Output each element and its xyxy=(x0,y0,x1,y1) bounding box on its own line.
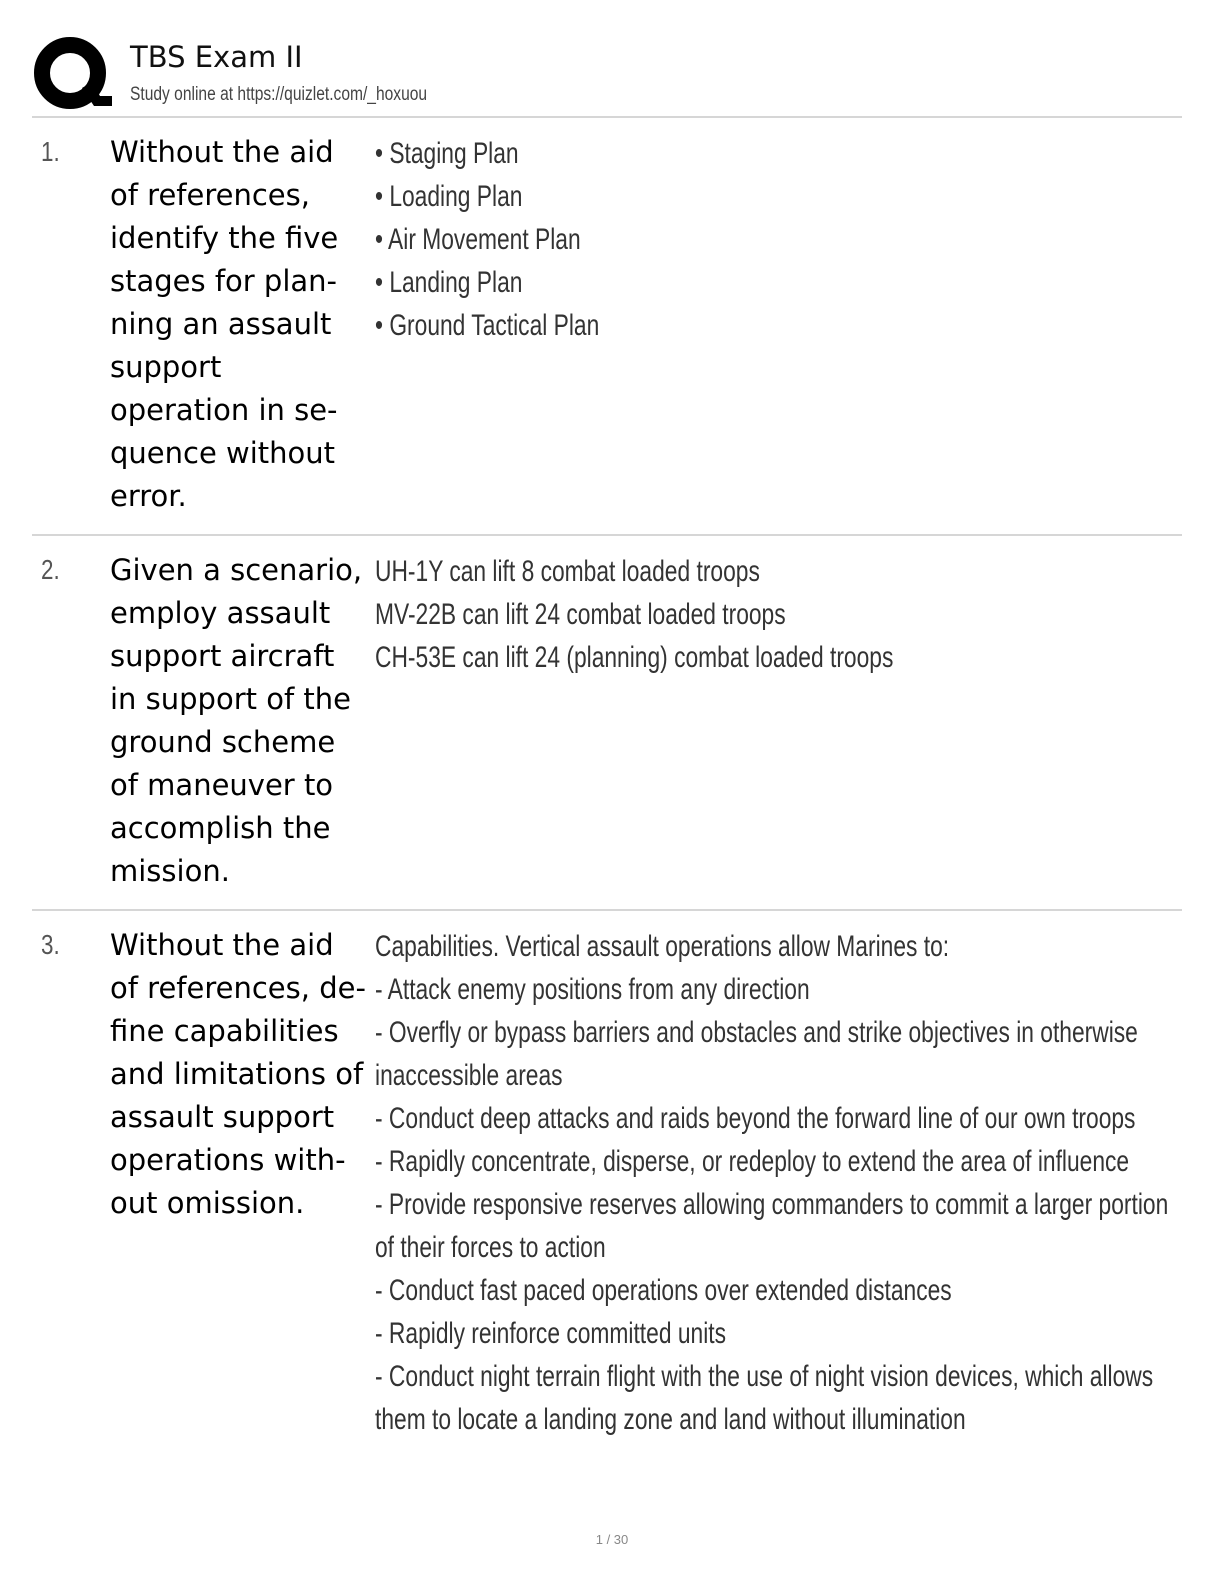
definition-line: • Air Movement Plan xyxy=(375,223,581,256)
study-online-link[interactable]: Study online at https://quizlet.com/_hoxuou xyxy=(130,84,428,105)
term-line: of references, de- xyxy=(110,971,366,1005)
page-header xyxy=(32,36,1182,116)
definition-line: - Conduct night terrain flight with the use of night vision devices, which allows xyxy=(375,1360,1154,1393)
definition-line: - Rapidly reinforce committed units xyxy=(375,1317,727,1350)
term-line: in support of the xyxy=(110,682,351,716)
card-term xyxy=(110,549,372,893)
definition-line: - Conduct fast paced operations over extended distances xyxy=(375,1274,952,1307)
card-number: 3. xyxy=(41,929,60,960)
definition-line: - Rapidly concentrate, disperse, or redeploy to extend the area of influence xyxy=(375,1145,1130,1178)
card-term xyxy=(110,924,372,1225)
definition-line: inaccessible areas xyxy=(375,1059,563,1092)
definition-line: • Ground Tactical Plan xyxy=(375,309,600,342)
term-line: stages for plan- xyxy=(110,264,338,298)
definition-line: - Conduct deep attacks and raids beyond the forward line of our own troops xyxy=(375,1102,1136,1135)
term-line: support xyxy=(110,350,222,384)
term-line: of maneuver to xyxy=(110,768,334,802)
term-line: ground scheme xyxy=(110,725,336,759)
term-line: ning an assault xyxy=(110,307,332,341)
definition-line: - Overfly or bypass barriers and obstacles and strike objectives in otherwise xyxy=(375,1016,1138,1049)
term-line: operations with- xyxy=(110,1143,346,1177)
term-line: accomplish the xyxy=(110,811,331,845)
term-line: assault support xyxy=(110,1100,335,1134)
definition-line: • Loading Plan xyxy=(375,180,523,213)
term-line: Without the aid xyxy=(110,928,334,962)
definition-line: • Landing Plan xyxy=(375,266,523,299)
header-divider xyxy=(32,116,1182,118)
term-line: error. xyxy=(110,479,187,513)
term-line: support aircraft xyxy=(110,639,335,673)
definition-line: - Provide responsive reserves allowing commanders to commit a larger portion xyxy=(375,1188,1169,1221)
card-number: 2. xyxy=(41,554,60,585)
definition-line: of their forces to action xyxy=(375,1231,606,1264)
term-line: fine capabilities xyxy=(110,1014,339,1048)
term-line: quence without xyxy=(110,436,336,470)
definition-line: MV-22B can lift 24 combat loaded troops xyxy=(375,598,786,631)
quizlet-logo-icon xyxy=(32,36,112,116)
set-title: TBS Exam II xyxy=(130,40,303,74)
page-number: 1 / 30 xyxy=(595,1532,629,1547)
definition-line: • Staging Plan xyxy=(375,137,519,170)
term-line: of references, xyxy=(110,178,310,212)
term-line: Given a scenario, xyxy=(110,553,363,587)
card-definition xyxy=(375,925,1169,1441)
term-line: operation in se- xyxy=(110,393,338,427)
term-line: and limitations of xyxy=(110,1057,364,1091)
definition-line: CH-53E can lift 24 (planning) combat loaded troops xyxy=(375,641,894,674)
card-number: 1. xyxy=(41,136,60,167)
definition-line: - Attack enemy positions from any direction xyxy=(375,973,810,1006)
term-line: identify the five xyxy=(110,221,339,255)
definition-line: them to locate a landing zone and land without illumination xyxy=(375,1403,966,1436)
card-divider xyxy=(32,909,1182,911)
term-line: mission. xyxy=(110,854,230,888)
card-term xyxy=(110,131,372,518)
term-line: employ assault xyxy=(110,596,331,630)
term-line: Without the aid xyxy=(110,135,334,169)
definition-line: UH-1Y can lift 8 combat loaded troops xyxy=(375,555,760,588)
card-definition xyxy=(375,132,1097,347)
term-line: out omission. xyxy=(110,1186,305,1220)
definition-line: Capabilities. Vertical assault operations allow Marines to: xyxy=(375,930,950,963)
card-definition xyxy=(375,550,1097,679)
card-divider xyxy=(32,534,1182,536)
